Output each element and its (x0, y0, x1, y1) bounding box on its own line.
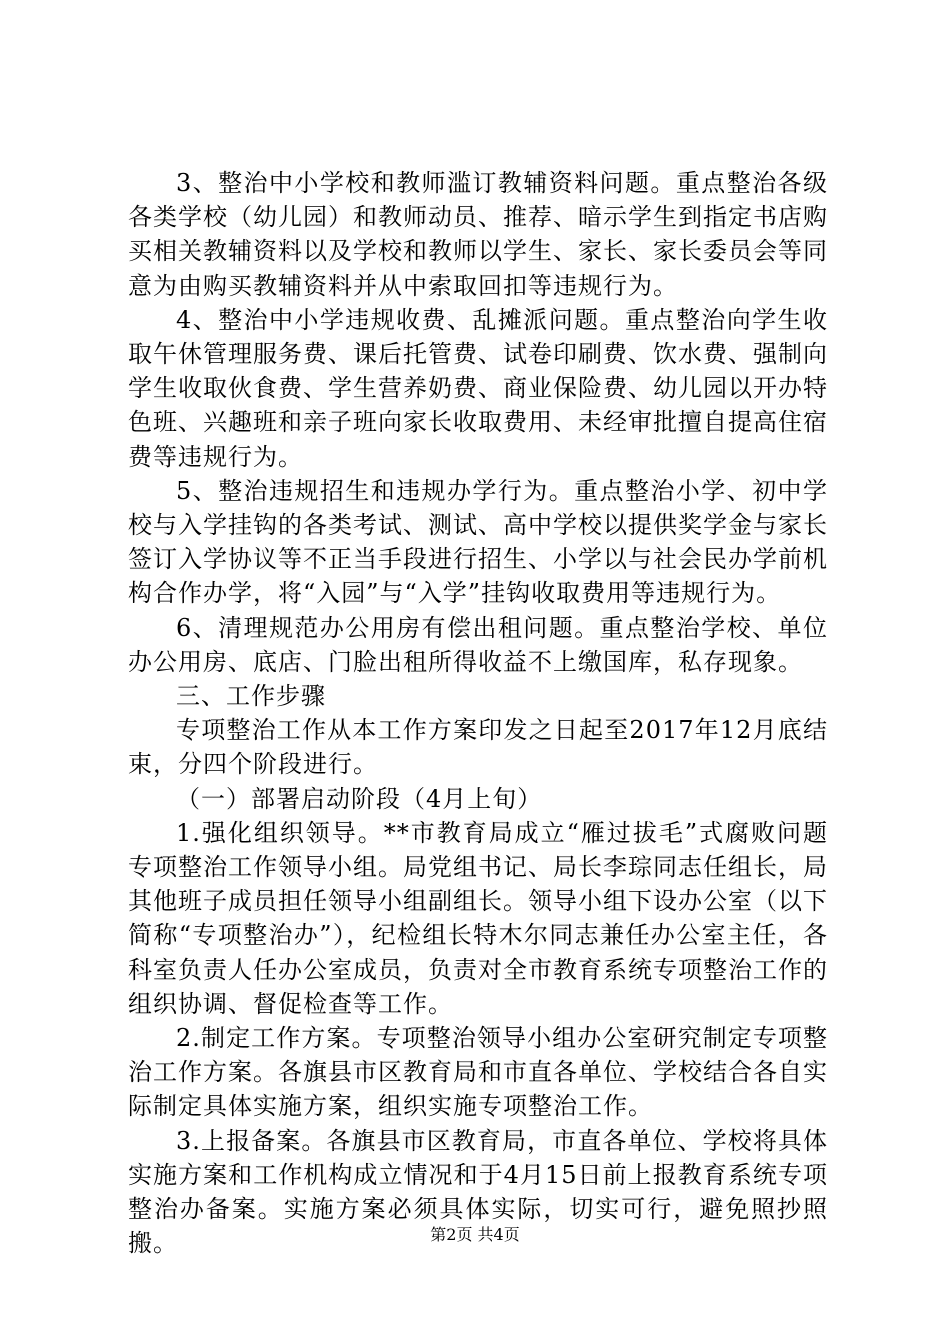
subsection-heading-stage-1: （一）部署启动阶段（4月上旬） (176, 784, 543, 813)
document-body (128, 166, 828, 1261)
paragraph-step-2: 2.制定工作方案。专项整治领导小组办公室研究制定专项整治工作方案。各旗县市区教育局和市直各单位、学校结合各自实际制定具体实施方案，组织实施专项整治工作。 (128, 1024, 828, 1121)
paragraph-item-5: 5、整治违规招生和违规办学行为。重点整治小学、初中学校与入学挂钩的各类考试、测试、高中学校以提供奖学金与家长签订入学协议等不正当手段进行招生、小学以与社会民办学前机构合作办学，将“入园”与“入学”挂钩收取费用等违规行为。 (128, 476, 828, 608)
paragraph-item-4: 4、整治中小学违规收费、乱摊派问题。重点整治向学生收取午休管理服务费、课后托管费、试卷印刷费、饮水费、强制向学生收取伙食费、学生营养奶费、商业保险费、幼儿园以开办特色班、兴趣班和亲子班向家长收取费用、未经审批擅自提高住宿费等违规行为。 (128, 305, 828, 471)
paragraph-item-6: 6、清理规范办公用房有偿出租问题。重点整治学校、单位办公用房、底店、门脸出租所得收益不上缴国库，私存现象。 (128, 613, 828, 676)
section-heading-work-steps: 三、工作步骤 (176, 682, 326, 711)
paragraph-item-3: 3、整治中小学校和教师滥订教辅资料问题。重点整治各级各类学校（幼儿园）和教师动员、推荐、暗示学生到指定书店购买相关教辅资料以及学校和教师以学生、家长、家长委员会等同意为由购买教辅资料并从中索取回扣等违规行为。 (128, 169, 828, 300)
paragraph-step-3: 3.上报备案。各旗县市区教育局，市直各单位、学校将具体实施方案和工作机构成立情况和于4月15日前上报教育系统专项整治办备案。实施方案必须具体实际，切实可行，避免照抄照搬。 (128, 1126, 828, 1258)
paragraph-step-1: 1.强化组织领导。**市教育局成立“雁过拔毛”式腐败问题专项整治工作领导小组。局党组书记、局长李琮同志任组长，局其他班子成员担任领导小组副组长。领导小组下设办公室（以下简称“专项整治办”），纪检组长特木尔同志兼任办公室主任，各科室负责人任办公室成员，负责对全市教育系统专项整治工作的组织协调、督促检查等工作。 (128, 818, 828, 1018)
page-footer: 第2页 共4页 (430, 1225, 520, 1244)
paragraph-schedule: 专项整治工作从本工作方案印发之日起至2017年12月底结束，分四个阶段进行。 (128, 716, 828, 779)
